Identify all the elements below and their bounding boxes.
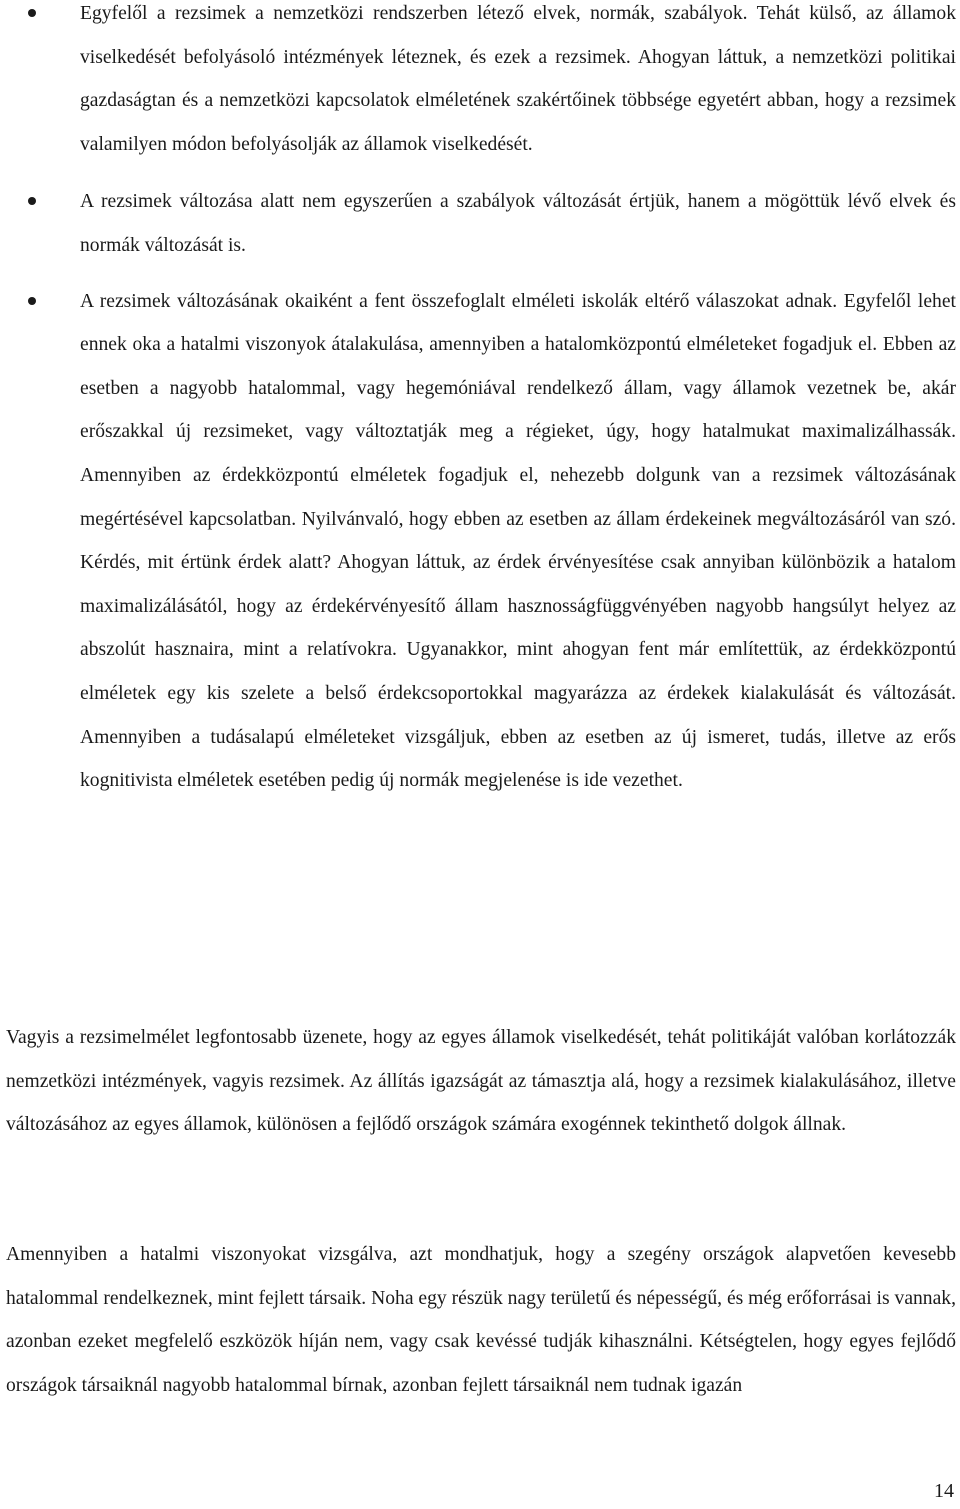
bullet-item-3: A rezsimek változásának okaiként a fent összefoglalt elméleti iskolák eltérő válaszokat adnak. Egyfelől lehet ennek oka a hatalmi viszonyok átalakulása, amennyiben a hatalomközpontú elméleteket fogadjuk el. Ebben az esetben a nagyobb hatalommal, vagy hegemóniával rendelkező állam, vagy államok vezetnek be, akár erőszakkal új rezsimeket, vagy változtatják meg a régieket, úgy, hogy hatalmukat maximalizálhassák. Amennyiben az érdekközpontú elméletek fogadjuk el, nehezebb dolgunk van a rezsimek változásának megértésével kapcsolatban. Nyilvánvaló, hogy ebben az esetben az állam érdekeinek megváltozásáról van szó. Kérdés, mit értünk érdek alatt? Ahogyan láttuk, az érdek érvényesítése csak annyiban különbözik a hatalom maximalizálásától, hogy az érdekérvényesítő állam hasznosságfüggvényében nagyobb hangsúlyt helyez az abszolút hasznaira, mint a relatívokra. Ugyanakkor, mint ahogyan fent már említettük, az érdekközpontú elméletek egy kis szelete a belső érdekcsoportokkal magyarázza az érdekek kialakulását és változását. Amennyiben a tudásalapú elméleteket vizsgáljuk, ebben az esetben az új ismeret, tudás, illetve az erős kognitivista elméletek esetében pedig új normák megjelenése is ide vezethet. xyxy=(0,280,960,803)
paragraph-2: Amennyiben a hatalmi viszonyokat vizsgálva, azt mondhatjuk, hogy a szegény országok alapvetően kevesebb hatalommal rendelkeznek, mint fejlett társaik. Noha egy részük nagy területű és népességű, és még erőforrásai is vannak, azonban ezeket megfelelő eszközök híján nem, vagy csak kevéssé tudják kihasználni. Kétségtelen, hogy egyes fejlődő országok társaiknál nagyobb hatalommal bírnak, azonban fejlett társaiknál nem tudnak igazán xyxy=(6,1244,956,1396)
bullet-item-2: A rezsimek változása alatt nem egyszerűen a szabályok változását értjük, hanem a mögöttük lévő elvek és normák változását is. xyxy=(0,180,960,267)
page-number: 14 xyxy=(934,1480,954,1502)
paragraph-1: Vagyis a rezsimelmélet legfontosabb üzenete, hogy az egyes államok viselkedését, tehát politikáját valóban korlátozzák nemzetközi intézmények, vagyis rezsimek. Az állítás igazságát az támasztja alá, hogy a rezsimek kialakulásához, illetve változásához az egyes államok, különösen a fejlődő országok számára exogénnek tekinthető dolgok állnak. xyxy=(6,1027,956,1136)
bullet-item-1: Egyfelől a rezsimek a nemzetközi rendszerben létező elvek, normák, szabályok. Tehát külső, az államok viselkedését befolyásoló intézmények léteznek, és ezek a rezsimek. Ahogyan láttuk, a nemzetközi politikai gazdaságtan és a nemzetközi kapcsolatok elméletének szakértőinek többsége egyetért abban, hogy a rezsimek valamilyen módon befolyásolják az államok viselkedését. xyxy=(0,0,960,166)
